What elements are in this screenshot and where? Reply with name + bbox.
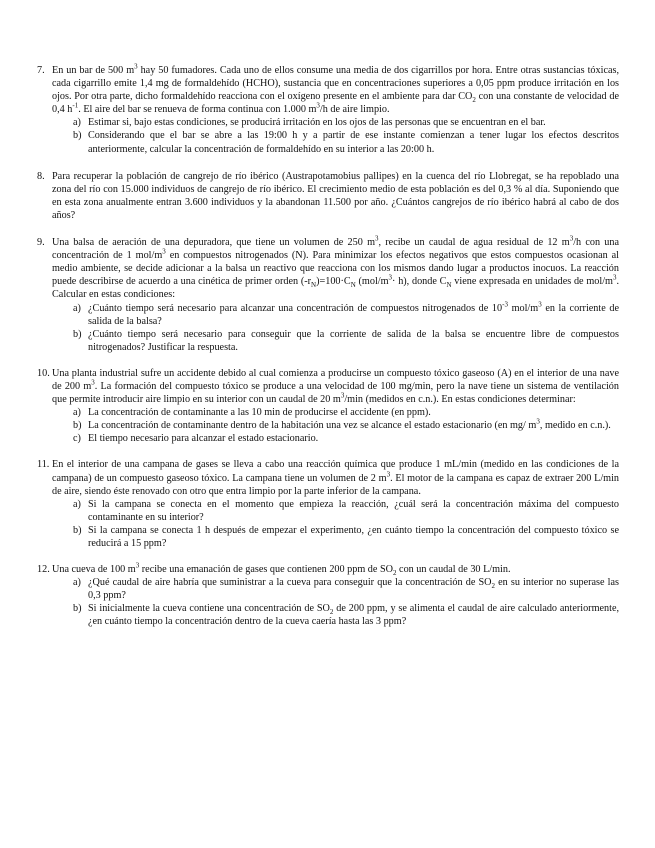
problem-number: 7. xyxy=(37,65,45,76)
problem-number: 11. xyxy=(37,459,50,471)
subquestion-b: b) Si la campana se conecta 1 h después de empezar el experimento, ¿en cuánto tiempo la concentración del compuesto tóxico se reducirá a 15 ppm? xyxy=(73,524,619,549)
problem-number: 12. xyxy=(37,564,50,576)
problem-7 xyxy=(37,64,619,156)
problem-9 xyxy=(37,236,619,354)
subquestion-a: a) ¿Cuánto tiempo será necesario para alcanzar una concentración de compuestos nitrogenados de $10^{-3}$ mol/$m^3$ en la corriente de salida de la balsa? xyxy=(73,300,619,327)
problem-number: 10. xyxy=(37,367,50,379)
problem-number: 8. xyxy=(37,170,45,182)
problem-statement: Una balsa de aeración de una depuradora, que tiene un volumen de 250 $m^3$, recibe un caudal de agua residual de 12 $m^3/h$ con una concentración de 1 mol/$m^3$ en compuestos nitrogenados (N). Para minimizar los efectos negativos que estos compuestos ocasionan al medio ambiente, se decide adicionar a la balsa un reactivo que reacciona con los mismos dando lugar a productos inocuos. La reacción puede describirse de acuerdo a una cinética de primer orden $(-r_N)=100\cdot C_N$ $(mol/m^3\cdot h)$, donde $C_N$ viene expresada en unidades de mol/$m^3$. Calcular en estas condiciones: xyxy=(52,234,620,301)
subquestion-b: b) ¿Cuánto tiempo será necesario para conseguir que la corriente de salida de la balsa se encuentre libre de compuestos nitrogenados? Justificar la respuesta. xyxy=(73,328,619,353)
problem-11 xyxy=(37,458,619,550)
problem-sheet xyxy=(37,64,619,629)
problem-statement: En el interior de una campana de gases se lleva a cabo una reacción química que produce 1 mL/min (medido en las condiciones de la campana) de un compuesto gaseoso tóxico. La campana tiene un volumen de 2 $m^3$. El motor de la campana es capaz de extraer 200 L/min de aire, siendo éste renovado con otro que entra limpio por la parte inferior de la campana. xyxy=(52,459,620,497)
problem-statement: Una planta industrial sufre un accidente debido al cual comienza a producirse un compuesto tóxico gaseoso (A) en el interior de una nave de 200 $m^3$. La formación del compuesto tóxico se produce a una velocidad de 100 mg/min, pero la nave tiene un sistema de ventilación que permite introducir aire limpio en su interior con un caudal de 20 $m^3/\min$ (medidos en c.n.). En estas condiciones determinar: xyxy=(52,367,619,406)
subquestion-b: b) Considerando que el bar se abre a las 19:00 h y a partir de ese instante comienzan a tener lugar los efectos descritos anteriormente, calcular la concentración de formaldehído en su interior a las 20:00 h. xyxy=(73,130,619,155)
subquestion-a: a) La concentración de contaminante a las 10 min de producirse el accidente (en ppm). xyxy=(73,407,431,419)
problem-statement: Una cueva de 100 $m^3$ recibe una emanación de gases que contienen 200 ppm de $SO_2$ con un caudal de 30 L/min. xyxy=(52,561,511,578)
problem-statement: En un bar de 500 $m^3$ hay 50 fumadores. Cada uno de ellos consume una media de dos cigarrillos por hora. Entre otras sustancias tóxicas, cada cigarrillo emite 1,4 mg de formaldehído (HCHO), sustancia que en concentraciones superiores a 0,05 ppm produce irritación en los ojos. Por otra parte, dicho formaldehído reacciona con el oxígeno presente en el ambiente para dar $CO_2$ con una constante de velocidad de 0,4 $h^{-1}$. El aire del bar se renueva de forma continua con 1.000 $m^3/h$ de aire limpio. xyxy=(52,62,619,116)
problem-10 xyxy=(37,367,619,446)
subquestion-b: b) La concentración de contaminante dentro de la habitación una vez se alcance el estado estacionario (en mg/ $m^3$, medido en c.n.). xyxy=(73,417,611,432)
problem-8 xyxy=(37,170,619,222)
subquestion-b: b) Si inicialmente la cueva contiene una concentración de $SO_2$ de 200 ppm, y se alimenta el caudal de aire calculado anteriormente, ¿en cuánto tiempo la concentración dentro de la cueva caería hasta las 3 ppm? xyxy=(73,603,620,628)
subquestion-a: a) ¿Qué caudal de aire habría que suministrar a la cueva para conseguir que la concentración de $SO_2$ en su interior no superase las 0,3 ppm? xyxy=(73,577,619,602)
subquestion-a: a) Estimar si, bajo estas condiciones, se producirá irritación en los ojos de las personas que se encuentran en el bar. xyxy=(73,117,546,129)
problem-12 xyxy=(37,563,619,628)
subquestion-a: a) Si la campana se conecta en el momento que empieza la reacción, ¿cuál será la concentración máxima del compuesto contaminante en su interior? xyxy=(73,498,619,523)
subquestion-c: c) El tiempo necesario para alcanzar el estado estacionario. xyxy=(73,433,319,445)
problem-number: 9. xyxy=(37,237,45,249)
problem-statement: Para recuperar la población de cangrejo de río ibérico (Austrapotamobius pallipes) en la cuenca del río Llobregat, se ha repoblado una zona del río con 15.000 individuos de cangrejo de río ibérico. El crecimiento medio de esta población es del 0,3 % al día. Suponiendo que en esta zona anualmente entran 3.600 individuos y la abandonan 11.500 por año. ¿Cuántos cangrejos de río ibérico habrá al cabo de dos años? xyxy=(52,170,619,221)
